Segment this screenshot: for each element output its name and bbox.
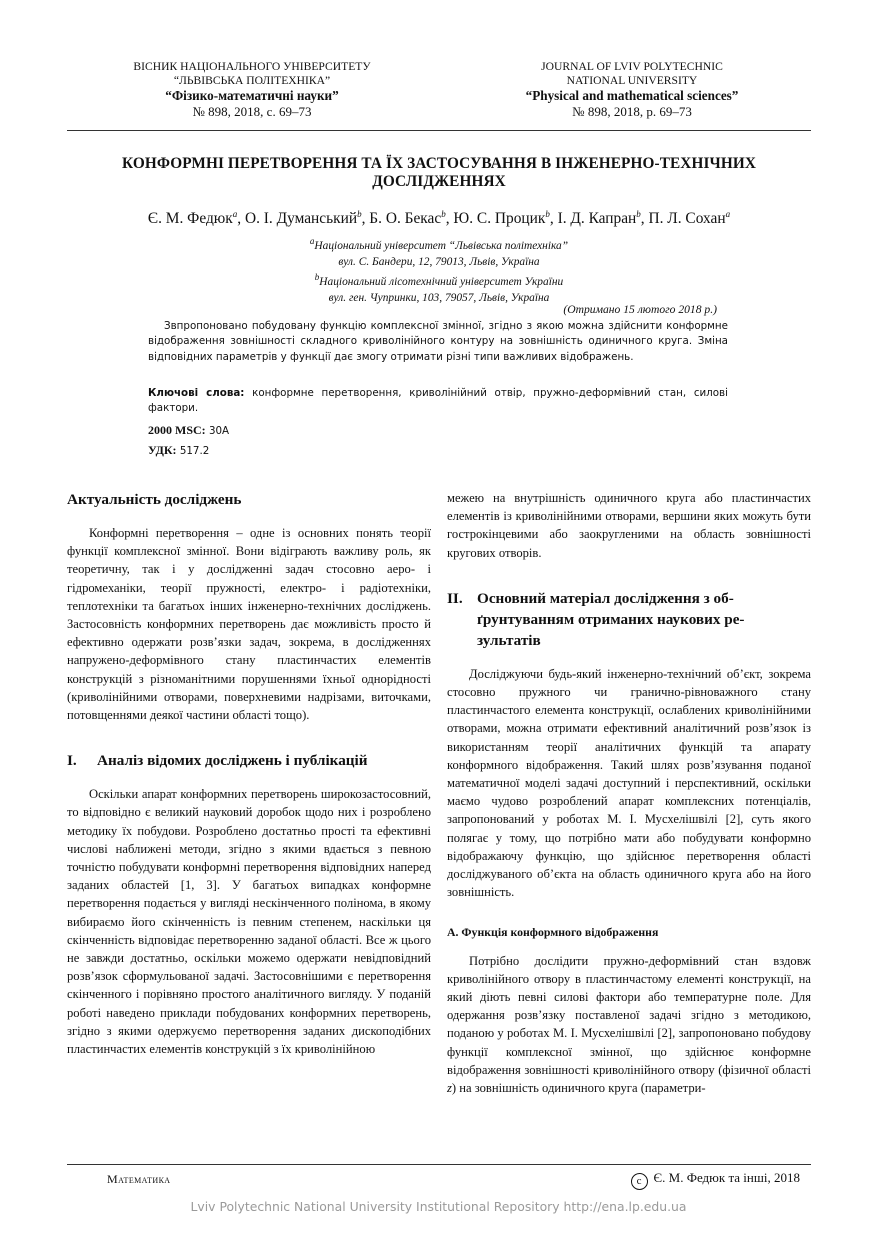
right-column [447,489,811,1097]
footer-copyright: c Є. М. Федюк та інші, 2018 [631,1170,800,1190]
msc-code [148,423,229,438]
affiliation-b: $^b$Національний лісотехнічний університет України [314,272,564,289]
header-line: “ЛЬВІВСЬКА ПОЛІТЕХНІКА” [173,74,331,87]
repository-watermark: Lviv Polytechnic National University Institutional Repository http://ena.lp.edu.ua [190,1199,687,1214]
section-heading-intro: Актуальність досліджень [67,491,242,508]
author: О. І. Думанський$^b$ [244,209,362,228]
header-series: “Фізико-математичні науки” [165,88,339,103]
header-line: ВІСНИК НАЦІОНАЛЬНОГО УНІВЕРСИТЕТУ [133,60,371,73]
received-date: (Отримано 15 лютого 2018 р.) [563,303,717,316]
paragraph: Конформні перетворення – одне із основних понять теорії функції комплексної змінної. Вони відіграють важливу роль, як теоретичну, так і у дослідженні задач стосовно аеро- і гідромеханіки, теорії пружності, електро- і радіотехніки, теплотехніки та багатьох інших інженерно-технічних досліджень. Застосовність конформних перетворень дає можливість просто й ефективно одержати розв’язки задач, зокрема, в дослідженнях напружено-деформівного стану пластинчастих елементів конструкцій з різноманітними порушеннями їхньої однорідності (криволінійними отворами, поверхневими надрізами, виточками, потовщеннями деякої частини області тощо). [67,526,431,723]
journal-header-eng [487,60,777,120]
author: І. Д. Капран$^b$ [557,209,641,228]
title-line: ДОСЛІДЖЕННЯХ [372,173,506,190]
header-issue: № 898, 2018, p. 69–73 [572,104,692,119]
left-column [67,489,431,1058]
author: П. Л. Сохан$^a$ [648,209,731,228]
keywords [148,386,728,417]
abstract: Звпропоновано побудовану функцію комплексної змінної, згідно з якою можна здійснити конформне відображення зовнішності складного криволінійного контуру на зовнішність одиничного круга. Зміна відповідних параметрів у функції дає змогу отримати різні типи важливих відображень. [148,320,728,363]
udk-label: УДК: [148,443,177,457]
affiliations [67,234,811,307]
title-line: КОНФОРМНІ ПЕРЕТВОРЕННЯ ТА ЇХ ЗАСТОСУВАННЯ В ІНЖЕНЕРНО-ТЕХНІЧНИХ [122,155,756,172]
subsection-heading: A. Функція конформного відображення [447,925,659,940]
journal-header-ukr [107,60,397,120]
author: Є. М. Федюк$^a$ [147,209,238,228]
paragraph: Досліджуючи будь-який інженерно-технічний об’єкт, зокрема стосовно пружного чи гранично-рівноважного стану пластинчастого елемента конструкції, ослаблених криволінійними отворами, можна отримати ефективний аналітичний розв’язок із використанням теорії аналітичних функцій та апарату конформного відображення. Такий шлях розв’язування поданої математичної моделі задачі доступний і перспективний, оскільки маємо чудово розроблений апарат комплексних потенціалів, запропонований у роботах М. І. Мусхелішвілі [2], суть якого полягає у тому, що потрібно мати або побудувати конформно відображаючу функцію, що здійснює перетворення області досліджуваного об’єкта на область одиничного круга або на його зовнішність. [447,666,811,900]
msc-value: 30A [208,425,230,437]
affiliation-a: $^a$Національний університет “Львівська політехніка” [309,236,569,252]
paragraph: межею на внутрішність одиничного круга або пластинчастих елементів із криволінійними отворами, вершини яких можуть бути гострокінцевими або заокругленими на область зовнішності кругових отворів. [447,491,811,560]
author-list: Є. М. Федюк$^a$, О. І. Думанський$^b$, Б. О. Бекас$^b$, Ю. С. Процик$^b$, І. Д. Капран$^b$, П. Л. Сохан$^a$ [147,209,731,228]
author: Б. О. Бекас$^b$ [369,209,446,228]
header-rule [67,130,811,131]
author: Ю. С. Процик$^b$ [453,209,550,228]
section-heading-2: II. Основний матеріал дослідження з об- ґрунтуванням отриманих наукових ре- зультатів [447,589,745,649]
udk-code [148,443,209,458]
msc-label: 2000 MSC: [148,423,206,437]
header-series: “Physical and mathematical sciences” [525,88,739,103]
section-heading-1: I. Аналіз відомих досліджень і публікацій [67,752,368,770]
paragraph: Потрібно дослідити пружно-деформівний стан вздовж криволінійного отвору в пластинчастому елементі конструкції, на який діють певні силові фактори або температурне поле. Для одержання розв’язку поставленої задачі згідно з методикою, поданою у роботах М. І. Мусхелішвілі [2], запропоновано побудову функції комплексної змінної, що здійснює конформне відображення зовнішності криволінійного отвору (фізичної області z) на зовнішність одиничного круга (параметри- [447,953,811,1096]
paper-title [67,155,811,191]
udk-value: 517.2 [179,445,210,457]
affiliation-b-address: вул. ген. Чупринки, 103, 79057, Львів, Україна [328,291,550,304]
header-line: JOURNAL OF LVIV POLYTECHNIC [541,60,723,73]
footer-rule [67,1164,811,1165]
footer-section: Математика [107,1172,171,1186]
keywords-label: Ключові слова: [148,387,245,399]
copyright-icon: c [631,1173,648,1190]
header-line: NATIONAL UNIVERSITY [566,74,698,87]
header-issue: № 898, 2018, с. 69–73 [192,104,312,119]
keywords-text: конформне перетворення, криволінійний отвір, пружно-деформівний стан, силові фактори. [148,387,728,415]
affiliation-a-address: вул. С. Бандери, 12, 79013, Львів, Україна [338,255,540,268]
paragraph: Оскільки апарат конформних перетворень широкозастосовний, то відповідно є великий науковий доробок щодо них і розроблено методику їх побудови. Розроблено достатньо прості та ефективні числові наближені методи, згідно з якими вдається з певною точністю побудувати конформні перетворення відповідних наперед заданих областей [1, 3]. У багатьох випадках конформне перетворення подається у вигляді нескінченного полінома, в якому вибираємо його скінченність із певним степенем, наскільки ця скінченність відповідає перетворенню заданої області. Все ж цього не завжди достатньо, оскільки можемо одержати невідповідний розв’язок сформульованої задачі. Застосовнішими є перетворення скінченного і порівняно простого аналітичного вигляду. У поданій роботі наведено приклади побудованих конформних перетворень, згідно з якими одержуємо перетворення заданих дископодібних пластинчастих елементів конструкцій з їх криволінійною [67,787,431,1057]
